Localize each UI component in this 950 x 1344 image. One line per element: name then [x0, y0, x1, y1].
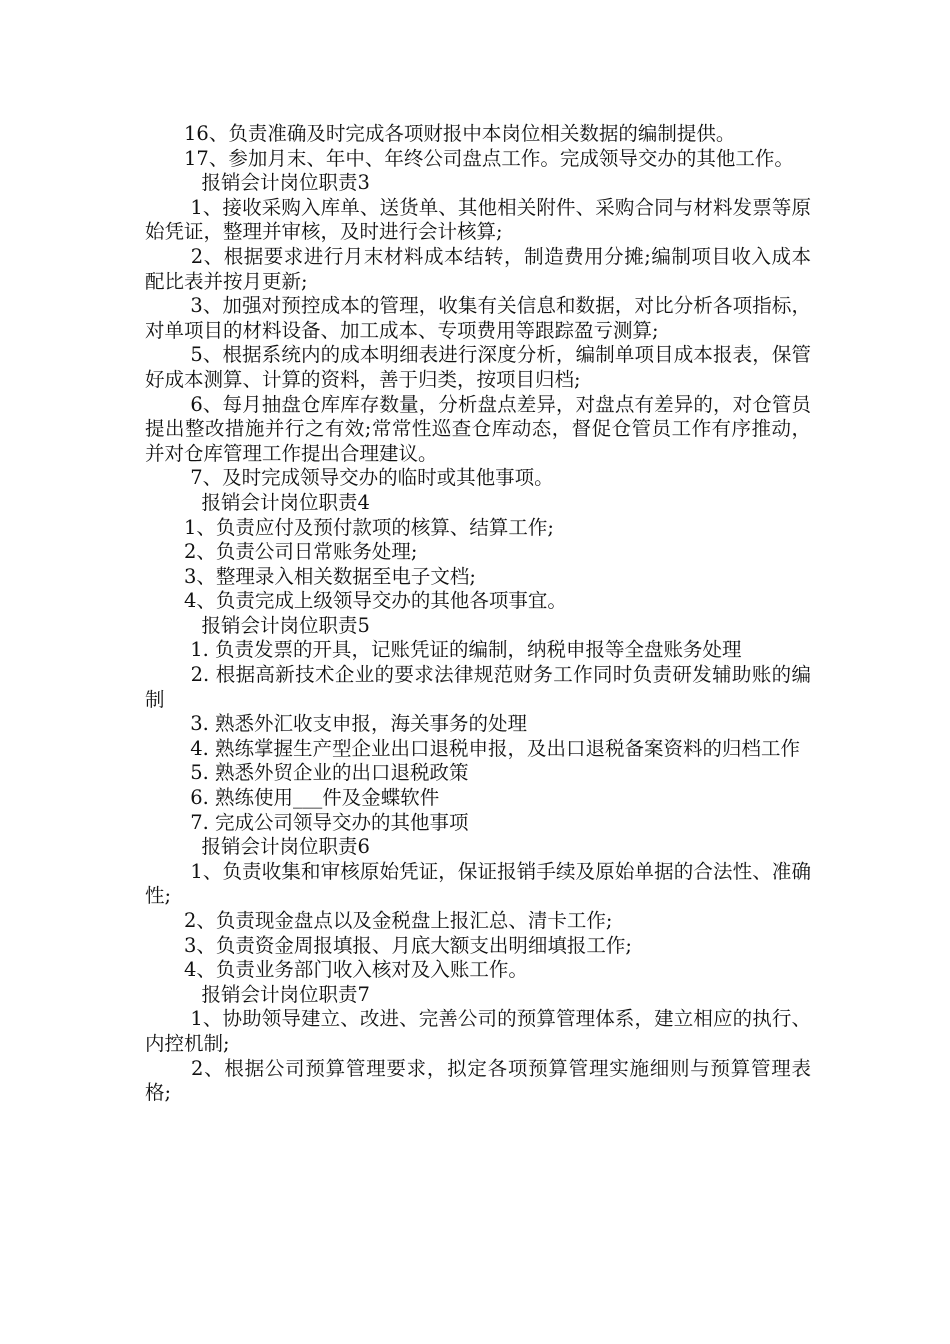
duty-paragraph: 7. 完成公司领导交办的其他事项 — [184, 810, 469, 834]
duty-paragraph: 4、负责完成上级领导交办的其他各项事宜。 — [184, 589, 567, 613]
duty-paragraph: 2. 根据高新技术企业的要求法律规范财务工作同时负责研发辅助账的编制 — [145, 663, 811, 711]
duty-paragraph: 6、每月抽盘仓库库存数量，分析盘点差异，对盘点有差异的，对仓管员提出整改措施并行之有效;常常性巡查仓库动态，督促仓管员工作有序推动，并对仓库管理工作提出合理建议。 — [145, 392, 811, 465]
duty-paragraph: 3、负责资金周报填报、月底大额支出明细填报工作; — [184, 933, 632, 957]
duty-paragraph: 2、根据公司预算管理要求，拟定各项预算管理实施细则与预算管理表格; — [145, 1056, 811, 1105]
duty-paragraph: 1. 负责发票的开具，记账凭证的编制，纳税申报等全盘账务处理 — [184, 638, 742, 662]
duty-paragraph: 5. 熟悉外贸企业的出口退税政策 — [184, 761, 469, 785]
duty-paragraph: 1、负责收集和审核原始凭证，保证报销手续及原始单据的合法性、准确性; — [145, 859, 811, 908]
duty-paragraph: 1、负责应付及预付款项的核算、结算工作; — [184, 515, 554, 539]
duty-paragraph: 3. 熟悉外汇收支申报，海关事务的处理 — [184, 712, 528, 736]
duty-paragraph: 4、负责业务部门收入核对及入账工作。 — [184, 958, 528, 982]
duty-paragraph: 1、接收采购入库单、送货单、其他相关附件、采购合同与材料发票等原始凭证，整理并审核，及时进行会计核算; — [145, 195, 811, 244]
section-heading: 报销会计岗位职责4 — [201, 490, 370, 514]
duty-paragraph: 2、根据要求进行月末材料成本结转，制造费用分摊;编制项目收入成本配比表并按月更新; — [145, 244, 811, 293]
duty-paragraph: 16、负责准确及时完成各项财报中本岗位相关数据的编制提供。 — [184, 122, 736, 145]
section-heading: 报销会计岗位职责5 — [201, 613, 370, 637]
duty-paragraph: 2、负责现金盘点以及金税盘上报汇总、清卡工作; — [184, 909, 613, 932]
section-heading: 报销会计岗位职责6 — [201, 835, 370, 859]
duty-paragraph: 6. 熟练使用___件及金蝶软件 — [184, 786, 440, 810]
duty-paragraph: 5、根据系统内的成本明细表进行深度分析，编制单项目成本报表，保管好成本测算、计算的资料，善于归类，按项目归档; — [145, 343, 811, 391]
section-heading: 报销会计岗位职责7 — [201, 982, 370, 1006]
section-heading: 报销会计岗位职责3 — [201, 171, 370, 195]
duty-paragraph: 1、协助领导建立、改进、完善公司的预算管理体系，建立相应的执行、内控机制; — [145, 1007, 811, 1055]
duty-paragraph: 3、加强对预控成本的管理，收集有关信息和数据，对比分析各项指标，对单项目的材料设备、加工成本、专项费用等跟踪盈亏测算; — [145, 294, 811, 342]
duty-paragraph: 17、参加月末、年中、年终公司盘点工作。完成领导交办的其他工作。 — [184, 146, 794, 170]
document-body — [145, 122, 811, 1106]
duty-paragraph: 3、整理录入相关数据至电子文档; — [184, 564, 476, 588]
duty-paragraph: 2、负责公司日常账务处理; — [184, 540, 418, 564]
duty-paragraph: 7、及时完成领导交办的临时或其他事项。 — [184, 466, 554, 490]
duty-paragraph: 4. 熟练掌握生产型企业出口退税申报，及出口退税备案资料的归档工作 — [184, 736, 801, 760]
